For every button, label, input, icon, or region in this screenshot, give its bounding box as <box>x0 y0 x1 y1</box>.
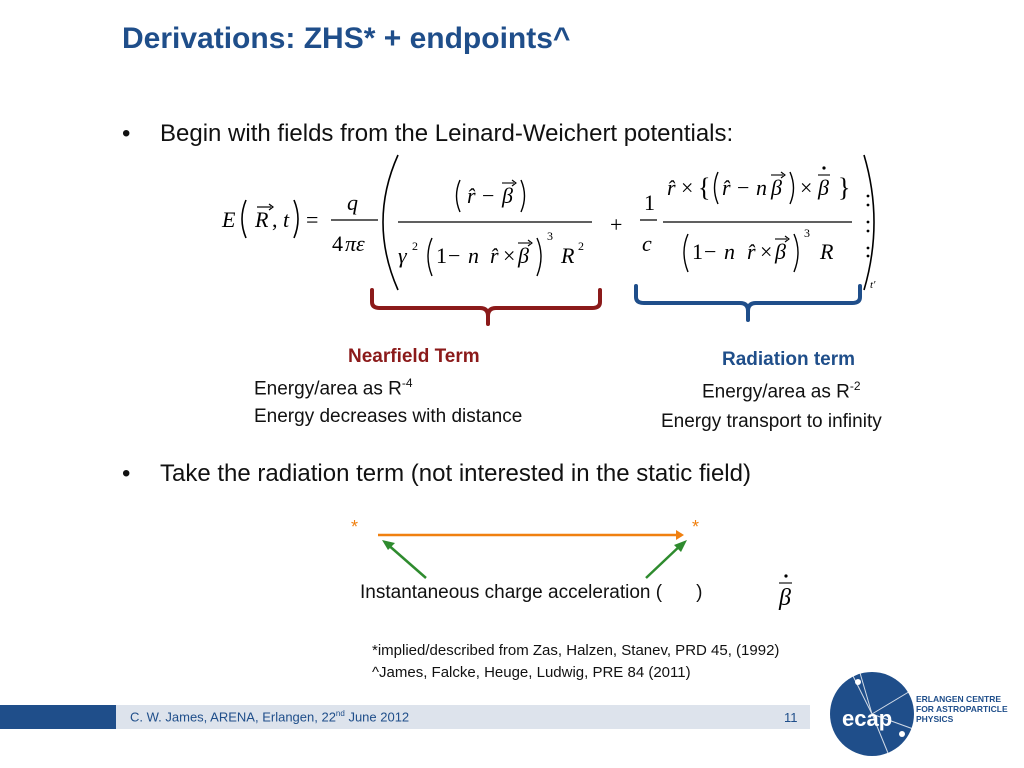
nearfield-brace <box>372 290 600 324</box>
svg-text:×: × <box>760 239 773 264</box>
eq-gamma: γ <box>398 243 407 268</box>
svg-text:n: n <box>756 175 767 200</box>
eq-t-prime: t′ <box>870 279 876 291</box>
svg-text:β: β <box>818 175 829 200</box>
reference-2: ^James, Falcke, Heuge, Ludwig, PRE 84 (2011) <box>372 664 691 681</box>
svg-text:R: R <box>561 243 575 268</box>
eq-t: t <box>283 207 290 232</box>
svg-text:2: 2 <box>578 239 584 253</box>
svg-text:r̂: r̂ <box>747 239 756 264</box>
eq-equals: = <box>306 207 319 232</box>
svg-text:r̂: r̂ <box>667 175 676 200</box>
svg-text:β: β <box>775 239 786 264</box>
svg-text:,: , <box>272 207 278 232</box>
svg-text:1: 1 <box>436 243 447 268</box>
eq-minus-1: − <box>482 183 495 208</box>
svg-text:1: 1 <box>692 239 703 264</box>
svg-text:β: β <box>771 175 782 200</box>
eq-beta-1: β <box>502 183 513 208</box>
nearfield-title: Nearfield Term <box>348 346 480 367</box>
ecap-logo <box>820 660 924 764</box>
svg-text:1: 1 <box>644 190 655 215</box>
bullet-marker: • <box>122 460 131 487</box>
eq-q: q <box>347 190 358 215</box>
svg-text:−: − <box>704 239 717 264</box>
svg-text:−: − <box>448 243 461 268</box>
bullet-1-text: Begin with fields from the Leinard-Weichert potentials: <box>160 120 734 147</box>
eq-c: c <box>642 231 652 256</box>
svg-text:n: n <box>468 243 479 268</box>
nearfield-line-2: Energy decreases with distance <box>254 406 523 427</box>
svg-text:R: R <box>820 239 834 264</box>
svg-text:×: × <box>681 175 694 200</box>
svg-text:}: } <box>838 173 851 202</box>
svg-text:2: 2 <box>412 239 418 253</box>
eq-four: 4 <box>332 231 343 256</box>
eq-plus: + <box>610 212 623 237</box>
acceleration-label: Instantaneous charge acceleration ( ) <box>360 582 703 603</box>
logo-wordmark: ecap <box>842 706 893 731</box>
svg-text:n: n <box>724 239 735 264</box>
footer-citation: C. W. James, ARENA, Erlangen, 22nd June 2012 <box>130 709 410 725</box>
svg-text:×: × <box>800 175 813 200</box>
radiation-title: Radiation term <box>722 349 856 370</box>
bullet-marker: • <box>122 120 131 147</box>
svg-text:−: − <box>737 175 750 200</box>
acceleration-beta: β <box>779 585 791 611</box>
green-arrow-left <box>386 543 426 578</box>
svg-text:×: × <box>503 243 516 268</box>
slide-title: Derivations: ZHS* + endpoints^ <box>122 22 571 55</box>
radiation-brace <box>636 286 860 320</box>
references <box>372 640 779 684</box>
svg-text:r̂: r̂ <box>490 243 499 268</box>
footer-bar-accent <box>0 705 116 729</box>
radiation-line-1: Energy/area as $R^{-2}$ <box>702 379 861 403</box>
bullet-2-text: Take the radiation term (not interested in the static field) <box>160 460 751 487</box>
eq-pi-eps: πε <box>345 231 365 256</box>
svg-text:β: β <box>518 243 529 268</box>
reference-1: *implied/described from Zas, Halzen, Stanev, PRD 45, (1992) <box>372 642 780 659</box>
nearfield-line-1: Energy/area as $R^{-4}$ <box>254 376 413 400</box>
star-right: * <box>692 517 700 537</box>
eq-R: R <box>255 207 269 232</box>
bullet-2 <box>122 460 751 488</box>
page-number: 11 <box>784 710 798 725</box>
radiation-line-2: Energy transport to infinity <box>661 411 882 432</box>
svg-text:{: { <box>698 173 711 202</box>
svg-text:3: 3 <box>804 226 810 240</box>
star-left: * <box>351 517 359 537</box>
logo-text: ERLANGEN CENTRE FOR ASTROPARTICLE PHYSICS <box>916 694 1008 724</box>
eq-E: E <box>222 207 236 232</box>
svg-text:r̂: r̂ <box>722 175 731 200</box>
svg-text:3: 3 <box>547 229 553 243</box>
eq-rhat-1: r̂ <box>467 183 476 208</box>
